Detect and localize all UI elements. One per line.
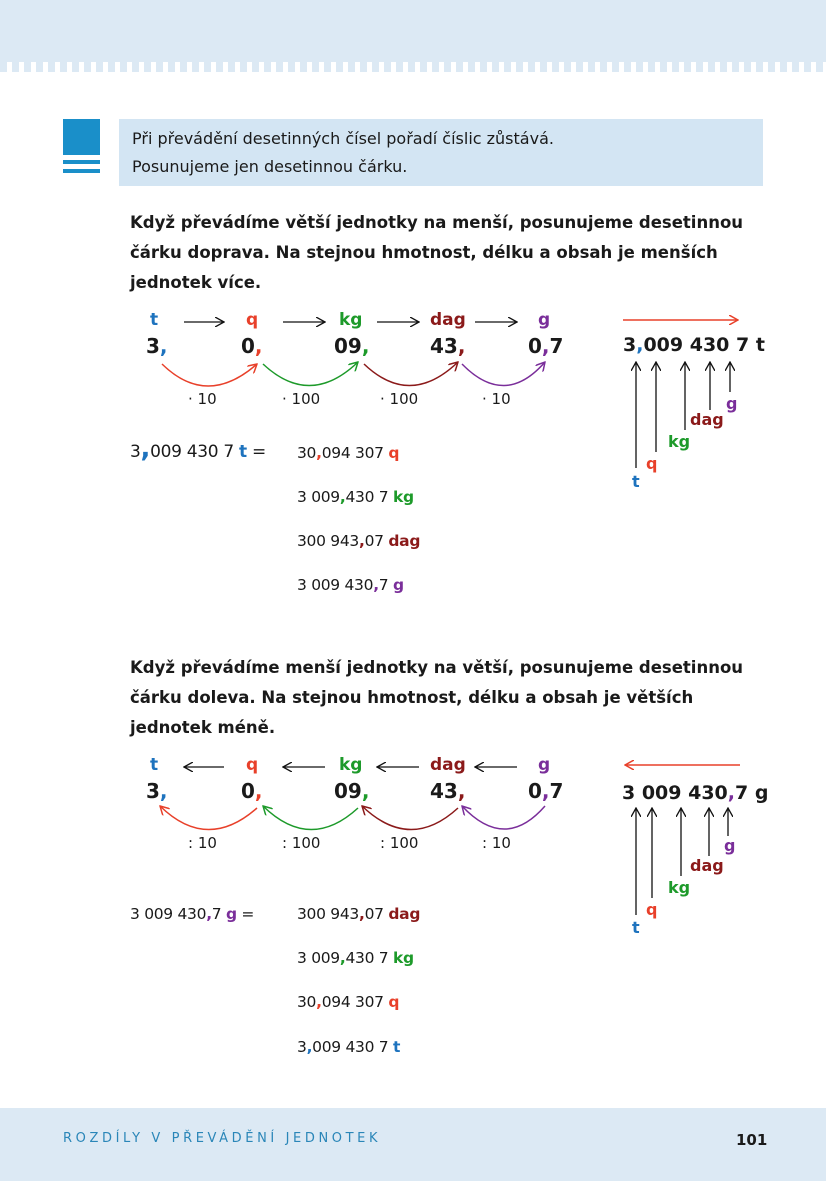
operation-label: : 10 — [482, 834, 511, 852]
number-part: 43, — [430, 334, 466, 358]
number-part: 09, — [334, 779, 370, 803]
unit-label-g: g — [538, 755, 551, 775]
operation-label: : 100 — [380, 834, 419, 852]
section1-intro: Když převádíme větší jednotky na menší, posunujeme desetinnou — [130, 213, 744, 232]
stack-unit-kg: kg — [668, 878, 691, 897]
shift-arc — [263, 806, 358, 830]
stack-unit-g: g — [726, 394, 738, 413]
shift-arc — [462, 362, 545, 386]
section1-intro: jednotek více. — [130, 273, 262, 292]
side-number: 3 009 430,7 g — [622, 782, 769, 804]
stack-unit-dag: dag — [690, 410, 724, 429]
unit-label-dag: dag — [430, 310, 466, 330]
unit-label-kg: kg — [339, 755, 363, 775]
side-number: 3,009 430 7 t — [623, 334, 765, 356]
section2-intro: čárku doleva. Na stejnou hmotnost, délku a obsah je větších — [130, 688, 694, 707]
unit-label-g: g — [538, 310, 551, 330]
stack-unit-kg: kg — [668, 432, 691, 451]
number-part: 0,7 — [528, 334, 564, 358]
unit-label-kg: kg — [339, 310, 363, 330]
page-number: 101 — [736, 1131, 768, 1149]
result-line: 30,094 307 q — [297, 444, 400, 462]
stack-unit-dag: dag — [690, 856, 724, 875]
unit-label-q: q — [246, 310, 259, 330]
stack-unit-q: q — [646, 900, 658, 919]
number-part: 09, — [334, 334, 370, 358]
equation-left: 3 009 430,7 g = — [130, 905, 255, 923]
operation-label: : 10 — [188, 834, 217, 852]
shift-arc — [462, 806, 545, 829]
operation-label: · 10 — [482, 390, 511, 408]
stack-unit-t: t — [632, 918, 640, 937]
result-line: 30,094 307 q — [297, 993, 400, 1011]
result-line: 3,009 430 7 t — [297, 1038, 401, 1056]
rule-text: Při převádění desetinných čísel pořadí číslic zůstává. — [132, 129, 554, 148]
operation-label: · 10 — [188, 390, 217, 408]
section1-intro: čárku doprava. Na stejnou hmotnost, délku a obsah je menších — [130, 243, 718, 262]
number-part: 0,7 — [528, 779, 564, 803]
stack-unit-q: q — [646, 454, 658, 473]
section2-intro: jednotek méně. — [130, 718, 276, 737]
result-line: 300 943,07 dag — [297, 905, 421, 923]
number-part: 0, — [241, 779, 263, 803]
shift-arc — [162, 364, 257, 386]
shift-arc — [263, 362, 358, 386]
result-line: 3 009 430,7 g — [297, 576, 404, 594]
number-part: 3, — [146, 779, 168, 803]
operation-label: · 100 — [282, 390, 321, 408]
unit-label-t: t — [150, 310, 159, 330]
rule-icon-line — [63, 160, 100, 164]
result-line: 300 943,07 dag — [297, 532, 421, 550]
equation-left: 3,009 430 7 t = — [130, 434, 266, 464]
footer-title: ROZDÍLY V PŘEVÁDĚNÍ JEDNOTEK — [63, 1131, 382, 1146]
stack-unit-g: g — [724, 836, 736, 855]
shift-arc — [364, 362, 458, 386]
unit-label-q: q — [246, 755, 259, 775]
rule-icon-line — [63, 169, 100, 173]
operation-label: : 100 — [282, 834, 321, 852]
section2-intro: Když převádíme menší jednotky na větší, posunujeme desetinnou — [130, 658, 744, 677]
number-part: 43, — [430, 779, 466, 803]
rule-text: Posunujeme jen desetinnou čárku. — [132, 157, 408, 176]
stack-unit-t: t — [632, 472, 640, 491]
shift-arc — [160, 806, 257, 830]
number-part: 0, — [241, 334, 263, 358]
number-part: 3, — [146, 334, 168, 358]
rule-icon — [63, 119, 100, 155]
operation-label: · 100 — [380, 390, 419, 408]
shift-arc — [362, 806, 458, 830]
result-line: 3 009,430 7 kg — [297, 488, 414, 506]
unit-label-dag: dag — [430, 755, 466, 775]
unit-label-t: t — [150, 755, 159, 775]
result-line: 3 009,430 7 kg — [297, 949, 414, 967]
